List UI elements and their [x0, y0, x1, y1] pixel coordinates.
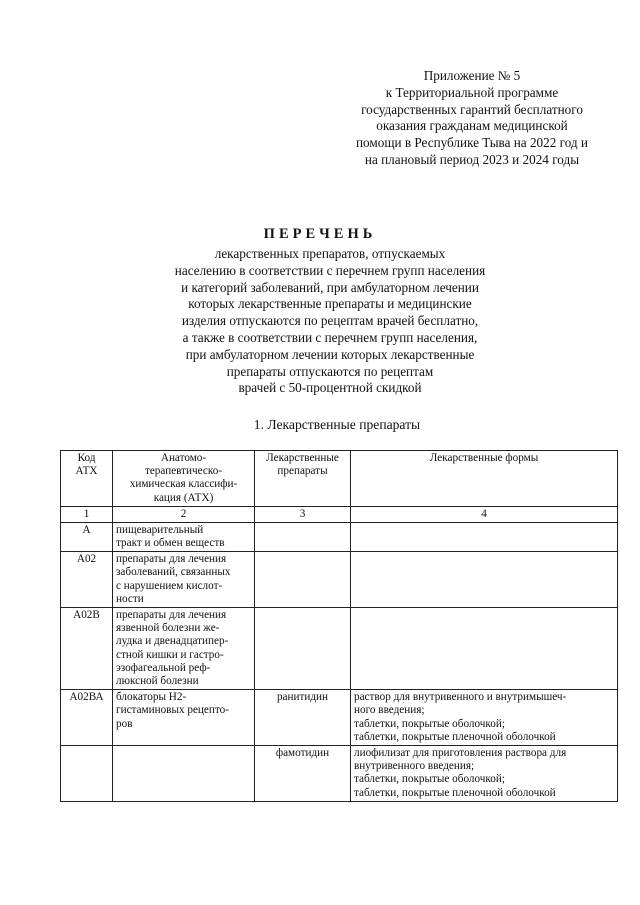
table-header-row [61, 451, 618, 507]
subtitle-line: лекарственных препаратов, отпускаемых [214, 246, 446, 261]
atc-code [61, 746, 113, 802]
drug-preparation [255, 608, 351, 690]
header-classification: Анатомо- терапевтическо- химическая классифи- кация (АТХ) [113, 451, 255, 507]
subtitle-line: населению в соответствии с перечнем групп населения [174, 262, 486, 278]
drug-preparation [255, 552, 351, 608]
subtitle-line: препараты отпускаются по рецептам [226, 363, 434, 379]
column-number: 4 [351, 506, 618, 522]
atc-classification: препараты для лечения язвенной болезни же- лудка и двенадцатипер- стной кишки и гастро- эзофагеальной реф- люксной болезни [113, 608, 255, 690]
subtitle-line: а также в соответствии с перечнем групп населения, [182, 329, 478, 345]
drug-preparation: фамотидин [255, 746, 351, 802]
table-row [61, 522, 618, 551]
section-heading: 1. Лекарственные препараты [253, 417, 421, 432]
atc-code: А [61, 522, 113, 551]
column-number: 2 [113, 506, 255, 522]
table-row [61, 552, 618, 608]
subtitle-line: и категорий заболеваний, при амбулаторном лечении [181, 279, 479, 295]
column-number: 1 [61, 506, 113, 522]
drug-preparation [255, 522, 351, 551]
column-number-row [61, 506, 618, 522]
subtitle-line: которых лекарственные препараты и медицинские [188, 296, 472, 312]
appendix-line: государственных гарантий бесплатного [361, 101, 583, 117]
dosage-forms: лиофилизат для приготовления раствора для внутривенного введения; таблетки, покрытые оболочкой; таблетки, покрытые пленочной оболочкой [351, 746, 618, 802]
header-code: Код АТХ [61, 451, 113, 507]
appendix-line: помощи в Республике Тыва на 2022 год и [356, 135, 588, 151]
subtitle-line: изделия отпускаются по рецептам врачей бесплатно, [181, 313, 479, 329]
atc-code: А02ВА [61, 690, 113, 746]
header-preparations: Лекарственные препараты [255, 451, 351, 507]
appendix-line: Приложение № 5 [423, 68, 521, 83]
table-row [61, 690, 618, 746]
dosage-forms [351, 522, 618, 551]
table-row [61, 746, 618, 802]
column-number: 3 [255, 506, 351, 522]
atc-classification: препараты для лечения заболеваний, связанных с нарушением кислот- ности [113, 552, 255, 608]
appendix-line: к Территориальной программе [385, 84, 559, 100]
appendix-line: оказания гражданам медицинской [376, 118, 568, 134]
dosage-forms [351, 552, 618, 608]
document-title: ПЕРЕЧЕНЬ [263, 226, 377, 242]
appendix-block [332, 68, 612, 169]
atc-code: А02В [61, 608, 113, 690]
document-subtitle [0, 246, 640, 397]
atc-classification: пищеварительный тракт и обмен веществ [113, 522, 255, 551]
subtitle-line: при амбулаторном лечении которых лекарственные [185, 346, 475, 362]
dosage-forms [351, 608, 618, 690]
drugs-table [60, 450, 618, 802]
atc-code: А02 [61, 552, 113, 608]
header-forms: Лекарственные формы [351, 451, 618, 507]
subtitle-line: врачей с 50-процентной скидкой [238, 380, 422, 396]
atc-classification: блокаторы Н2- гистаминовых рецепто- ров [113, 690, 255, 746]
appendix-line: на плановый период 2023 и 2024 годы [364, 151, 580, 167]
dosage-forms: раствор для внутривенного и внутримышеч- ного введения; таблетки, покрытые оболочкой; таблетки, покрытые пленочной оболочкой [351, 690, 618, 746]
drug-preparation: ранитидин [255, 690, 351, 746]
atc-classification [113, 746, 255, 802]
table-row [61, 608, 618, 690]
